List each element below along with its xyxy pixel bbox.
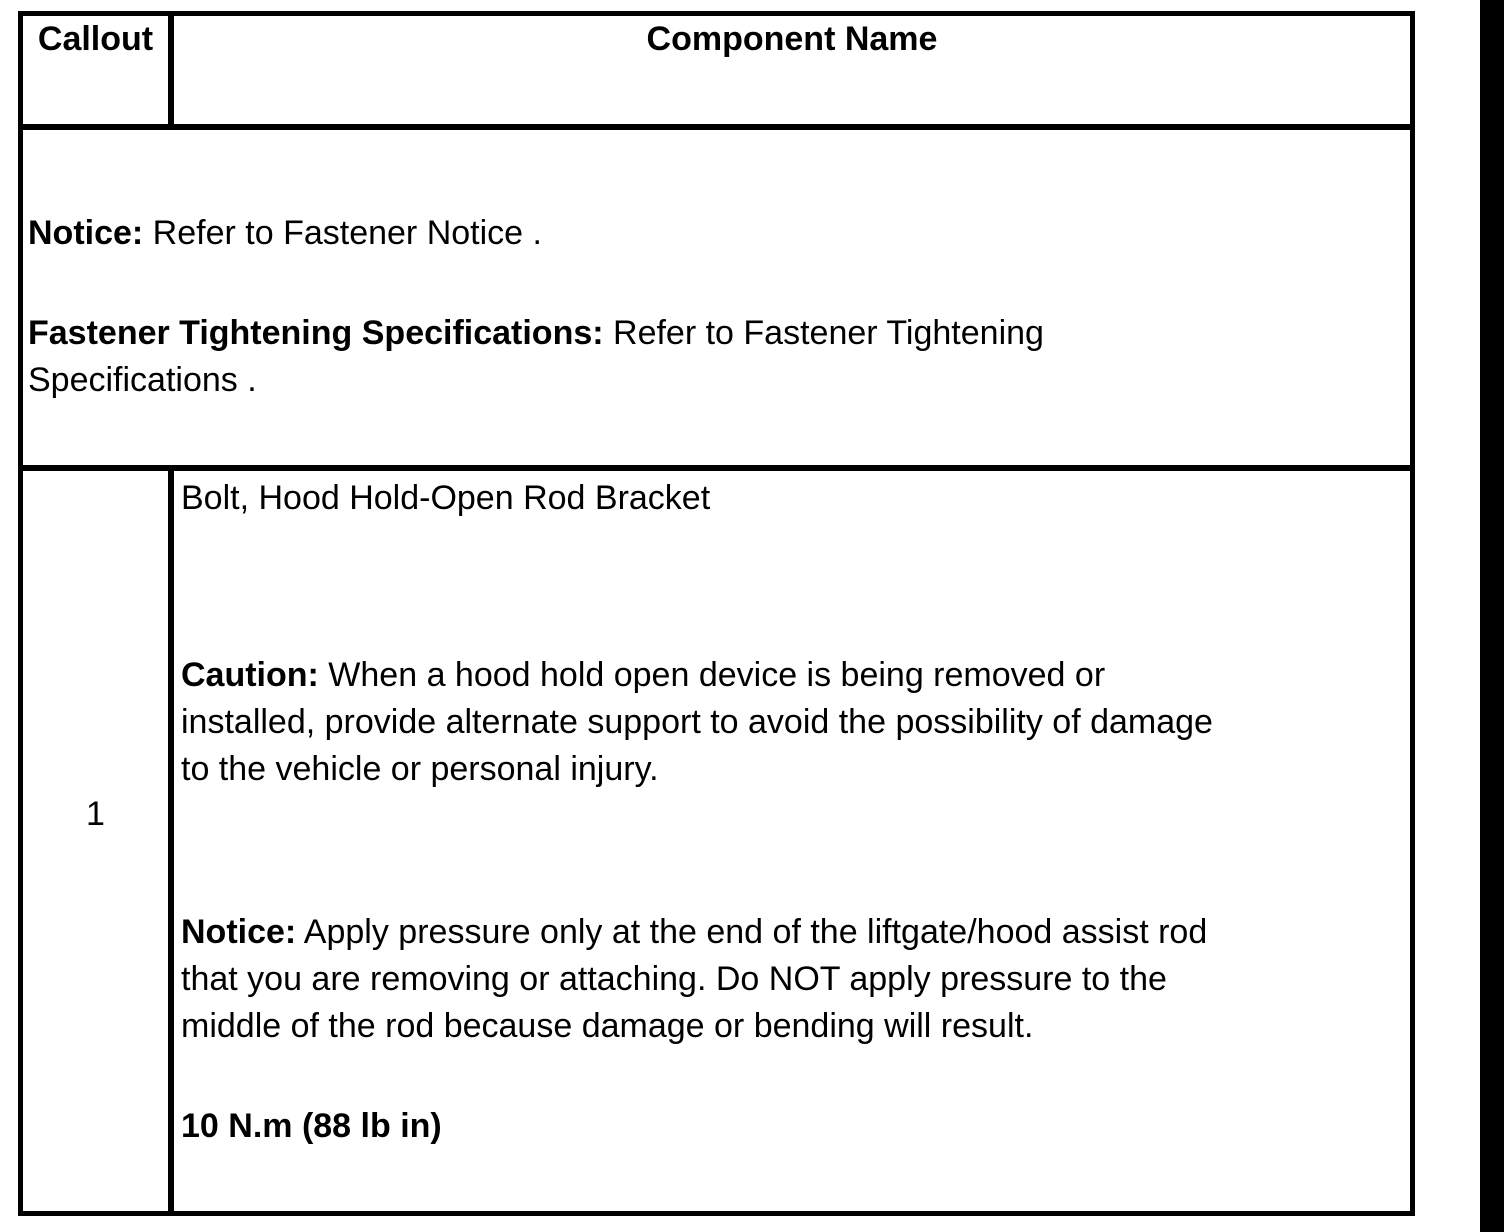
fastener-specifications-label: Fastener Tightening Specifications: [28, 314, 604, 352]
table-border-left [18, 11, 23, 1216]
row-1-callout: 1 [86, 795, 105, 833]
row-1-torque-spec: 10 N.m (88 lb in) [181, 1107, 442, 1145]
fastener-specifications-text-line-1: Refer to Fastener Tightening [603, 314, 1044, 352]
general-notice-label: Notice: [28, 214, 144, 252]
column-divider-row-1 [168, 465, 174, 1216]
table-divider-notes [18, 465, 1415, 471]
row-1-notice-line-2: that you are removing or attaching. Do NOT apply pressure to the [181, 960, 1167, 998]
fastener-specifications-note [28, 310, 1044, 404]
row-1-caution-label: Caution: [181, 656, 319, 694]
row-1-caution-line-3: to the vehicle or personal injury. [181, 750, 659, 788]
fastener-specifications-text-line-2: Specifications . [28, 361, 257, 399]
row-1-caution [181, 652, 1213, 793]
row-1-notice [181, 909, 1207, 1050]
row-1-component-name: Bolt, Hood Hold-Open Rod Bracket [181, 479, 711, 517]
general-notice-text: Refer to Fastener Notice . [143, 214, 542, 252]
table-divider-header [18, 124, 1415, 130]
row-1-notice-line-3: middle of the rod because damage or bending will result. [181, 1007, 1034, 1045]
row-1-caution-line-2: installed, provide alternate support to avoid the possibility of damage [181, 703, 1213, 741]
table-border-bottom [18, 1211, 1415, 1216]
row-1-notice-label: Notice: [181, 913, 297, 951]
table-border-right [1410, 11, 1415, 1216]
callout-column-header: Callout [37, 20, 154, 58]
general-notice [28, 210, 542, 257]
component-name-column-header: Component Name [646, 20, 938, 58]
row-1-caution-line-1: When a hood hold open device is being removed or [318, 656, 1106, 694]
page-edge-bar [1480, 0, 1504, 1232]
row-1-notice-line-1: Apply pressure only at the end of the liftgate/hood assist rod [296, 913, 1208, 951]
